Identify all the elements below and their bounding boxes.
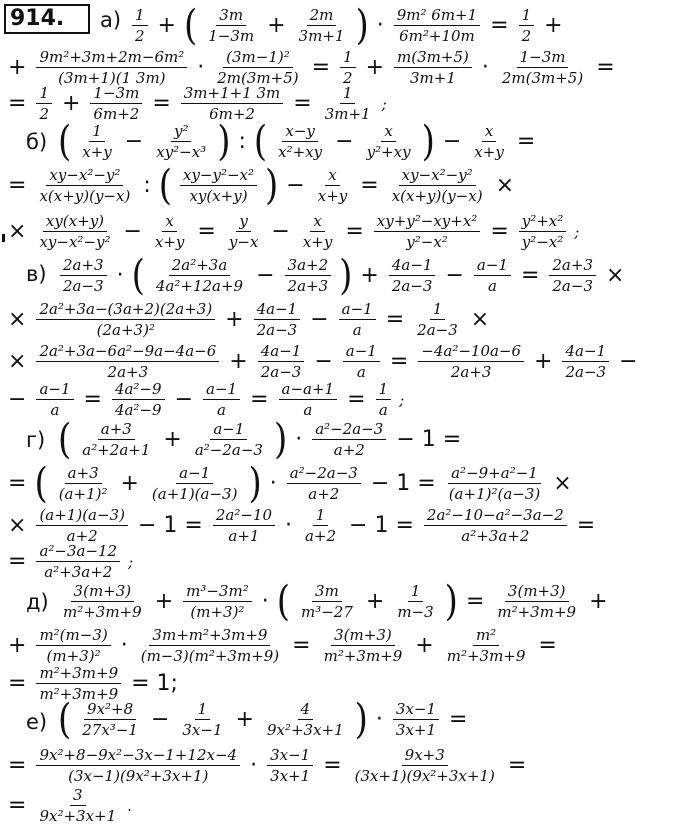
part-d-line-3: = $\frac{\text{m²+3m+9}}{\text{m²+3m+9}}$ = 1; [8,664,178,703]
part-e-line-2: = $\frac{\text{9x²+8−9x²−3x−1+12x−4}}{\text{(3x−1)(9x²+3x+1)}}$ · $\frac{3x-1}{3x+1}$ = $\frac{9x+3}{\text{(3x+1)(9x²+3x+1)}}$ = [8,746,527,785]
part-v-line-4: − $\frac{a-1}{a}$ = $\frac{\text{4a²−9}}{\text{4a²−9}}$ − $\frac{a-1}{a}$ = $\frac{a-a+1}{a}$ = $\frac{1}{a}$ ; [8,380,405,419]
part-g-line-2: = ( $\frac{a+3}{\text{(a+1)²}}$ + $\frac{a-1}{(a+1)(a-3)}$ ) · $\frac{\text{a²−2a−3}}{a+2}$ − 1 = $\frac{\text{a²−9+a²−1}}{\text{(a+1)²(a−3)}}$ × [8,459,572,508]
part-v-line-2: × $\frac{\text{2a²+3a−(3a+2)(2a+3)}}{\text{(2a+3)²}}$ + $\frac{4a-1}{2a-3}$ − $\frac{a-1}{a}$ = $\frac{1}{2a-3}$ × [8,300,490,339]
part-a-label: а) [100,8,122,32]
part-e-line-3: = $\frac{3}{\text{9x²+3x+1}}$ . [8,786,132,825]
part-g-line-3: × $\frac{(a+1)(a-3)}{a+2}$ − 1 = $\frac{\text{2a²−10}}{a+1}$ · $\frac{1}{a+2}$ − 1 = $\frac{\text{2a²−10−a²−3a−2}}{\text{a²+3a+2}}$ = [8,506,596,545]
part-e-line-1: ( $\frac{\text{9x²+8}}{\text{27x³−1}}$ − $\frac{1}{3x-1}$ + $\frac{4}{\text{9x²+3x+1}}$ ) · $\frac{3x-1}{3x+1}$ = [58,695,468,744]
part-b-line-3: × $\frac{xy(x+y)}{\text{xy−x²−y²}}$ − $\frac{x}{x+y}$ = $\frac{y}{y-x}$ − $\frac{x}{x+y}$ = $\frac{\text{xy+y²−xy+x²}}{\text{y²−x²}}$ = $\frac{\text{y²+x²}}{\text{y²−x²}}$ ; [8,212,580,251]
part-g-line-4: = $\frac{\text{a²−3a−12}}{\text{a²+3a+2}}$ ; [8,542,134,581]
part-e-label: е) [26,710,48,734]
part-v-label: в) [26,262,47,286]
part-g-line-1: ( $\frac{a+3}{\text{a²+2a+1}}$ + $\frac{a-1}{\text{a²−2a−3}}$ ) · $\frac{\text{a²−2a−3}}{a+2}$ − 1 = [58,415,462,464]
part-v-line-1: $\frac{2a+3}{2a-3}$ · ( $\frac{\text{2a²+3a}}{\text{4a²+12a+9}}$ − $\frac{3a+2}{2a+3}$ ) + $\frac{4a-1}{2a-3}$ − $\frac{a-1}{a}$ = $\frac{2a+3}{2a-3}$ × [58,256,626,295]
part-a-line-1: $\frac{1}{2}$ + ( $\frac{3m}{1-3m}$ + $\frac{2m}{3m+1}$ ) · $\frac{\text{9m² 6m+1}}{\text{6m²+10m}}$ = $\frac{1}{2}$ + [130,6,565,45]
part-a-line-3: = $\frac{1}{2}$ + $\frac{1-3m}{6m+2}$ = $\frac{3m+1+1 3m}{6m+2}$ = $\frac{1}{3m+1}$ ; [8,84,387,123]
problem-number: 914. [4,4,90,34]
part-d-line-2: + $\frac{\text{m²(m−3)}}{\text{(m+3)²}}$ · $\frac{\text{3m+m²+3m+9}}{\text{(m−3)(m²+3m+9)}}$ = $\frac{3(m+3)}{\text{m²+3m+9}}$ + $\frac{\text{m²}}{\text{m²+3m+9}}$ = [8,626,557,665]
part-b-line-1: ( $\frac{1}{x+y}$ − $\frac{\text{y²}}{\text{xy²−x³}}$ ) : ( $\frac{x-y}{\text{x²+xy}}$ − $\frac{x}{\text{y²+xy}}$ ) − $\frac{x}{x+y}$ = [58,117,536,166]
part-d-line-1: $\frac{3(m+3)}{\text{m²+3m+9}}$ + $\frac{\text{m³−3m²}}{\text{(m+3)²}}$ · ( $\frac{3m}{\text{m³−27}}$ + $\frac{1}{m-3}$ ) = $\frac{3(m+3)}{\text{m²+3m+9}}$ + [63,577,608,626]
part-d-label: д) [26,590,49,614]
part-a-line-2: + $\frac{\text{9m²+3m+2m−6m²}}{(3m+1)(1 3m)}$ · $\frac{\text{(3m−1)²}}{2m(3m+5)}$ = $\frac{1}{2}$ + $\frac{m(3m+5)}{3m+1}$ · $\frac{1-3m}{2m(3m+5)}$ = [8,48,615,87]
part-g-label: г) [26,428,46,452]
part-b-line-2: = $\frac{\text{xy−x²−y²}}{x(x+y)(y-x)}$ : ( $\frac{\text{xy−y²−x²}}{xy(x+y)}$ ) − $\frac{x}{x+y}$ = $\frac{\text{xy−x²−y²}}{x(x+y)(y-x)}$ × [8,161,514,210]
part-b-label: б) [26,130,48,154]
margin-marker [2,234,5,242]
part-v-line-3: × $\frac{\text{2a²+3a−6a²−9a−4a−6}}{2a+3}$ + $\frac{4a-1}{2a-3}$ − $\frac{a-1}{a}$ = $\frac{\text{−4a²−10a−6}}{2a+3}$ + $\frac{4a-1}{2a-3}$ − [8,342,638,381]
